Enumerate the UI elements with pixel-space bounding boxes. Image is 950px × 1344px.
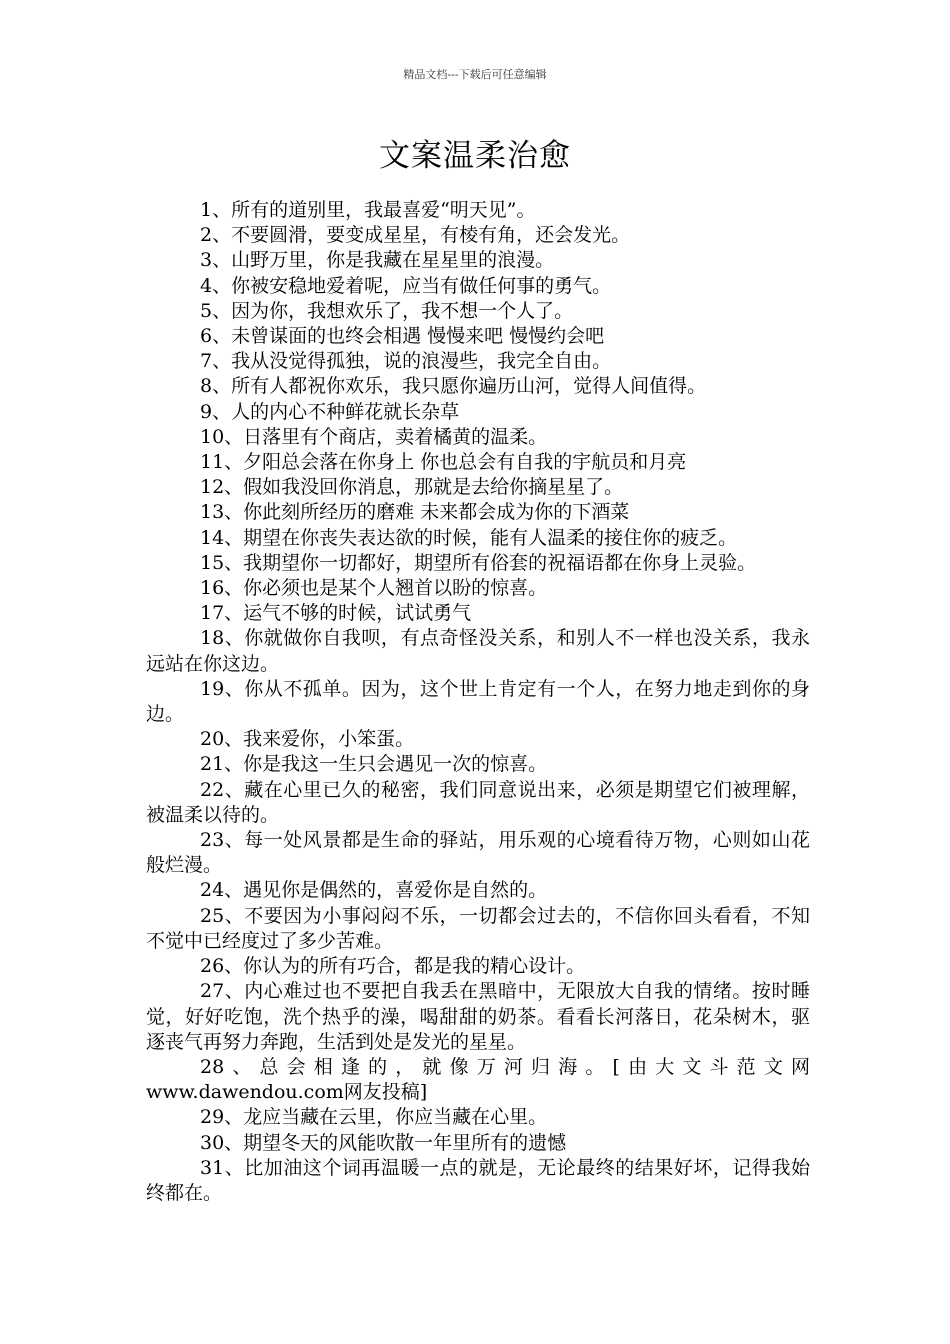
list-item: 4、你被安稳地爱着呢，应当有做任何事的勇气。 <box>200 274 612 297</box>
list-item: 17、运气不够的时候，试试勇气 <box>200 602 472 625</box>
header-note: 精品文档---下载后可任意编辑 <box>403 68 547 81</box>
list-item: 12、假如我没回你消息，那就是去给你摘星星了。 <box>200 476 624 499</box>
list-item: 20、我来爱你，小笨蛋。 <box>200 728 415 751</box>
list-item: 11、夕阳总会落在你身上 你也总会有自我的宇航员和月亮 <box>200 451 687 474</box>
list-item: 23、每一处风景都是生命的驿站，用乐观的心境看待万物，心则如山花般烂漫。 <box>146 829 810 877</box>
list-item: 15、我期望你一切都好，期望所有俗套的祝福语都在你身上灵验。 <box>200 551 757 574</box>
document-body <box>146 198 810 1206</box>
list-item: 27、内心难过也不要把自我丢在黑暗中，无限放大自我的情绪。按时睡觉，好好吃饱，洗个热乎的澡，喝甜甜的奶茶。看看长河落日，花朵树木，驱逐丧气再努力奔跑，生活到处是发光的星星。 <box>146 980 810 1053</box>
list-item: 24、遇见你是偶然的，喜爱你是自然的。 <box>200 879 548 902</box>
list-item: 25、不要因为小事闷闷不乐，一切都会过去的，不信你回头看看，不知不觉中已经度过了多少苦难。 <box>146 904 810 952</box>
document-title: 文案温柔治愈 <box>379 138 571 174</box>
list-item: 8、所有人都祝你欢乐，我只愿你遍历山河，觉得人间值得。 <box>200 375 707 398</box>
list-item: 30、期望冬天的风能吹散一年里所有的遗憾 <box>200 1131 567 1154</box>
list-item: 7、我从没觉得孤独，说的浪漫些，我完全自由。 <box>200 350 612 373</box>
list-item: 1、所有的道别里，我最喜爱“明天见”。 <box>200 199 536 221</box>
list-item: 26、你认为的所有巧合，都是我的精心设计。 <box>200 955 586 978</box>
list-item: 21、你是我这一生只会遇见一次的惊喜。 <box>200 753 548 776</box>
list-item: 22、藏在心里已久的秘密，我们同意说出来，必须是期望它们被理解，被温柔以待的。 <box>146 778 810 826</box>
list-item: 9、人的内心不种鲜花就长杂草 <box>200 400 460 423</box>
list-item: 3、山野万里，你是我藏在星星里的浪漫。 <box>200 249 555 272</box>
list-item: 5、因为你，我想欢乐了，我不想一个人了。 <box>200 299 574 322</box>
list-item: 13、你此刻所经历的磨难 未来都会成为你的下酒菜 <box>200 501 630 524</box>
list-item: 14、期望在你丧失表达欲的时候，能有人温柔的接住你的疲乏。 <box>200 526 738 549</box>
list-item: 19、你从不孤单。因为，这个世上肯定有一个人，在努力地走到你的身边。 <box>146 677 810 726</box>
list-item: 2、不要圆滑，要变成星星，有棱有角，还会发光。 <box>200 224 631 247</box>
list-item: 10、日落里有个商店，卖着橘黄的温柔。 <box>200 425 548 448</box>
list-item: 18、你就做你自我呗，有点奇怪没关系，和别人不一样也没关系，我永远站在你这边。 <box>146 627 810 675</box>
list-item: 31、比加油这个词再温暖一点的就是，无论最终的结果好坏，记得我始终都在。 <box>146 1156 810 1204</box>
list-item: 16、你必须也是某个人翘首以盼的惊喜。 <box>200 577 548 600</box>
list-item: 6、未曾谋面的也终会相遇 慢慢来吧 慢慢约会吧 <box>200 325 605 348</box>
list-item: 28、总会相逢的，就像万河归海。[由大文斗范文网www.dawendou.com网友投稿] <box>146 1055 810 1104</box>
list-item: 29、龙应当藏在云里，你应当藏在心里。 <box>200 1106 548 1129</box>
